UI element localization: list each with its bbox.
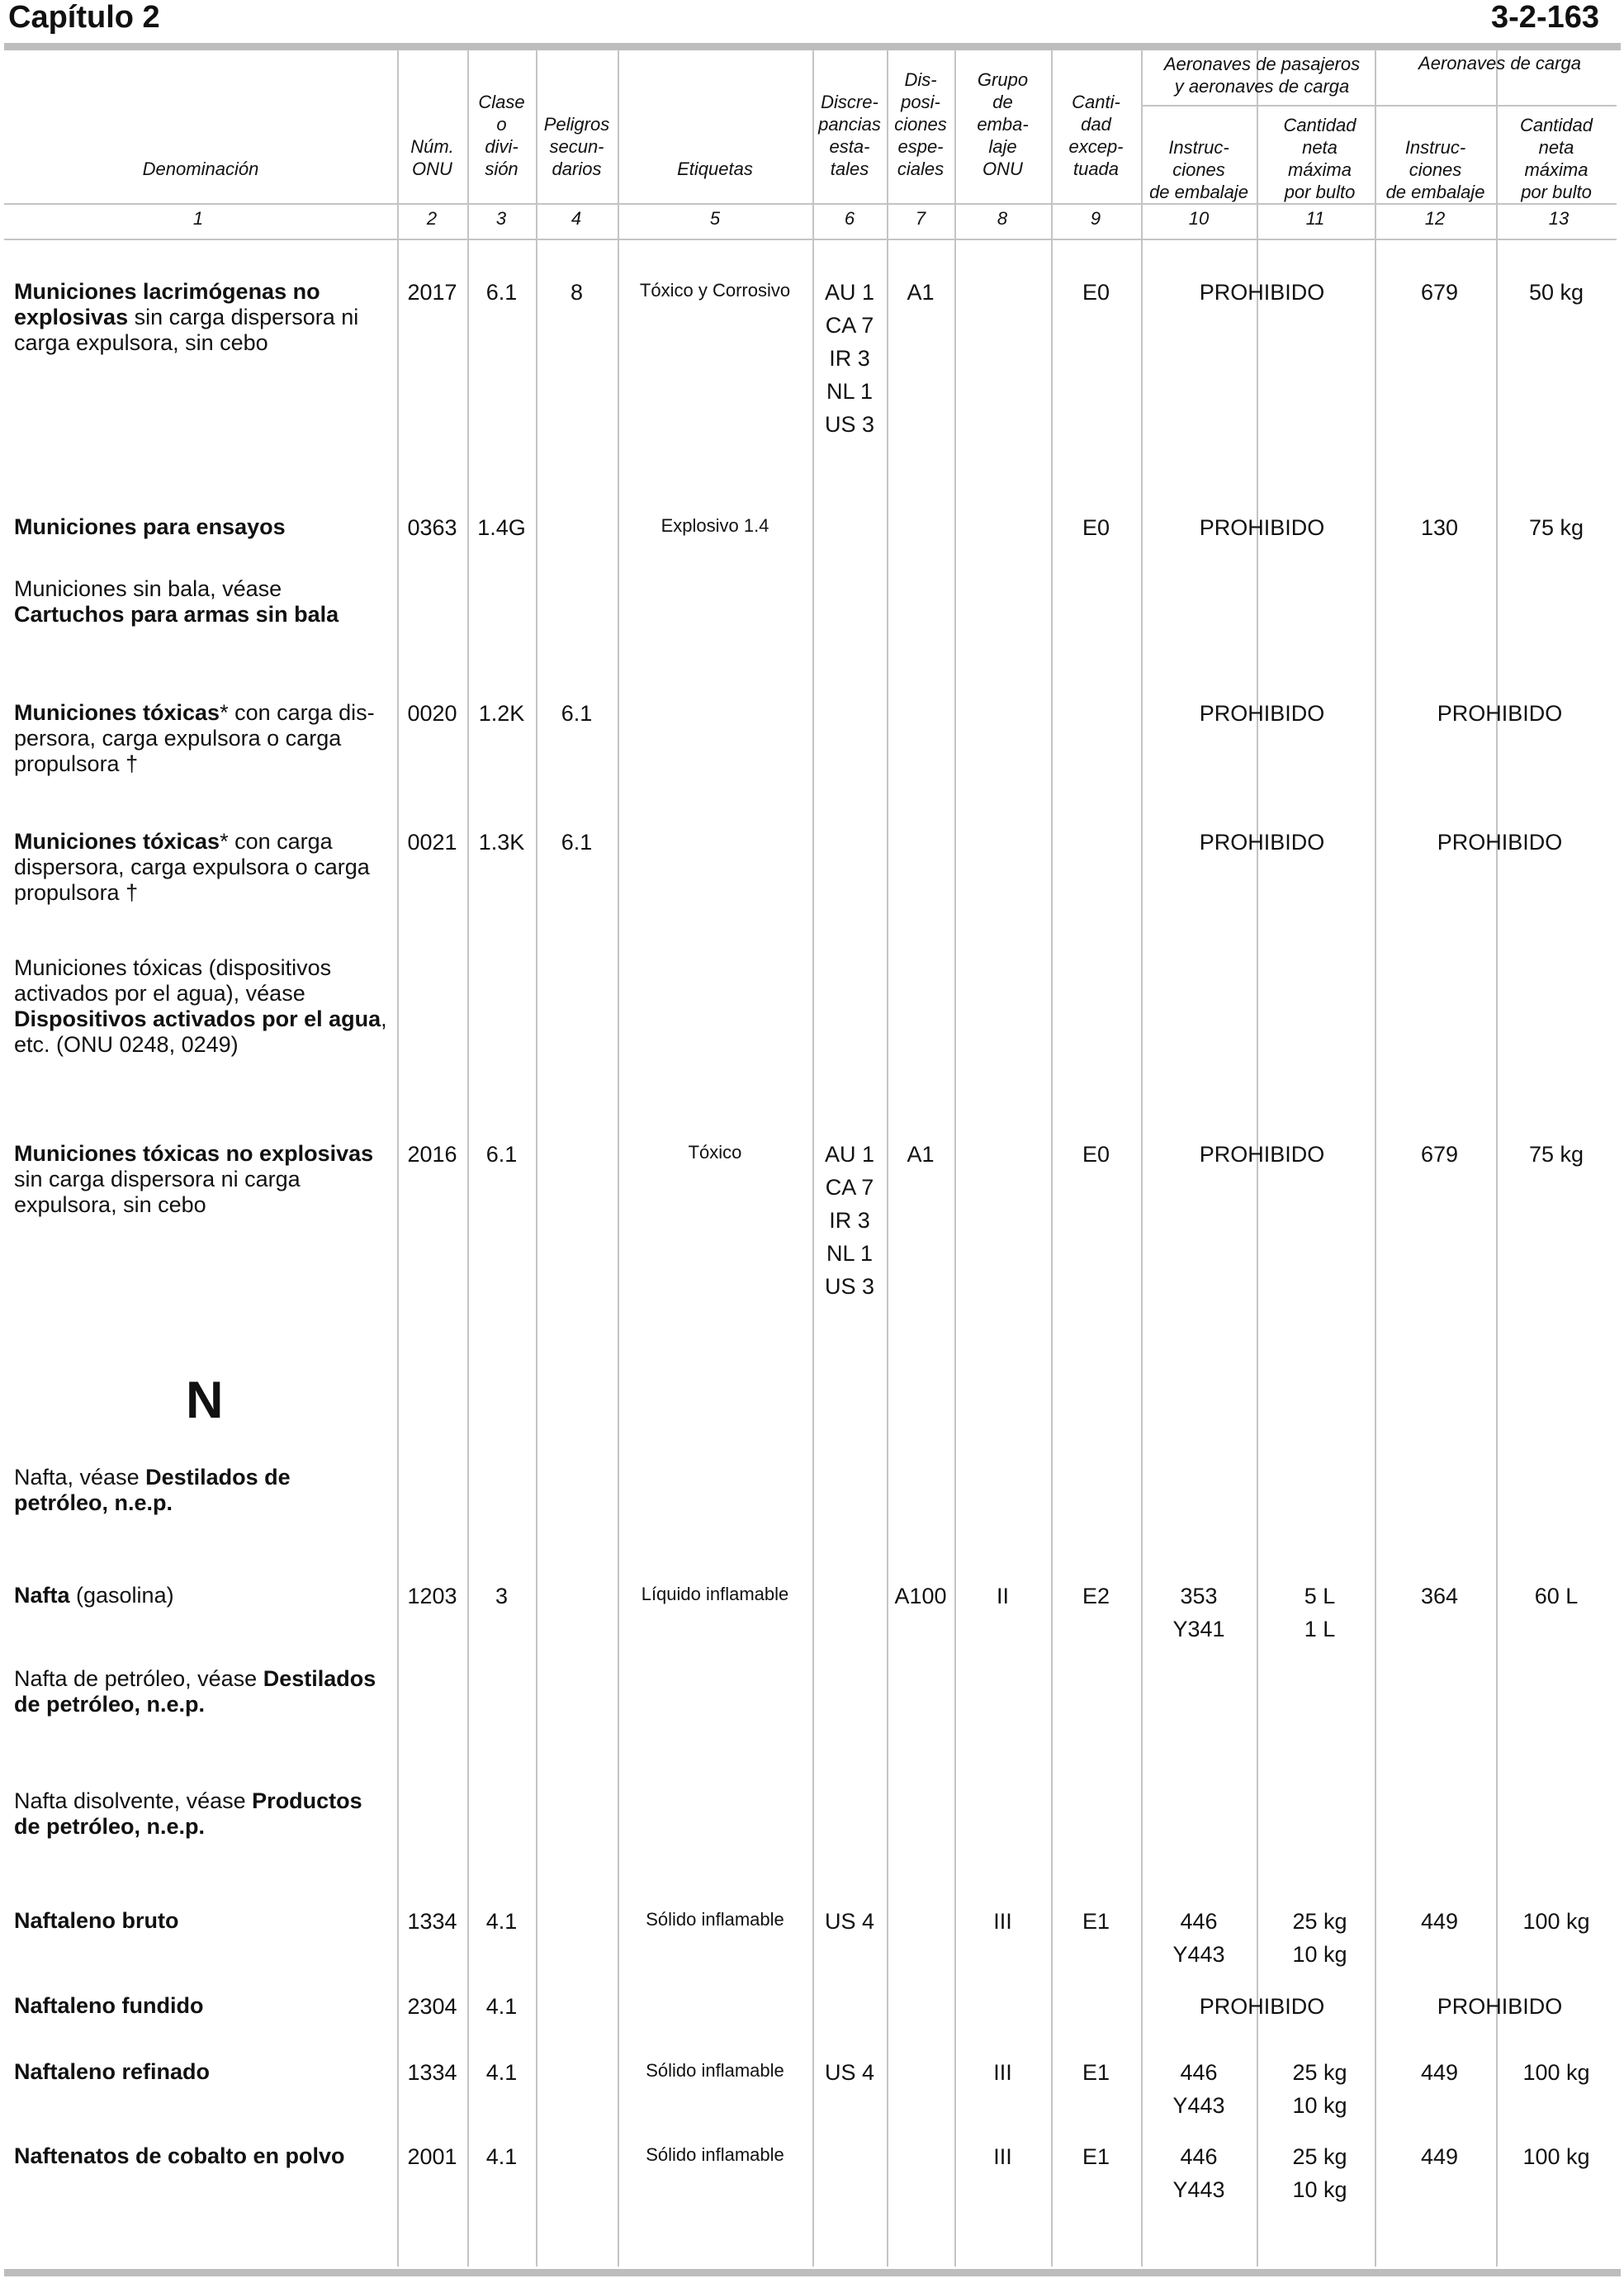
row-name-bold: Destilados de petróleo, n.e.p. [14,1666,376,1717]
pax-forbidden: PROHIBIDO [1199,1994,1325,2019]
un-number: 2304 [407,1994,457,2019]
subsidiary-hazard: 6.1 [561,830,593,855]
class-division: 4.1 [485,2144,518,2169]
header-col12: Instruc- ciones de embalaje [1385,137,1485,202]
pax-packing-instruction: 446 Y443 [1172,1909,1225,1967]
cargo-packing-instruction: 679 [1420,1142,1459,1167]
row-name: Municiones lacrimógenas no explosivas sin carga dispersora ni carga expulsora, sin cebo [14,279,359,355]
cargo-packing-instruction: 679 [1420,280,1459,305]
row-name-bold: Municiones tóxicas [14,700,220,725]
state-variations: US 4 [824,1909,875,1934]
row-name-bold: Dispositivos activados por el agua [14,1007,381,1031]
excepted-quantity: E1 [1082,2060,1110,2085]
pax-forbidden: PROHIBIDO [1199,1142,1325,1167]
header-group_pax: Aeronaves de pasajeros y aeronaves de carga [1163,54,1361,97]
pax-forbidden: PROHIBIDO [1199,830,1325,855]
colnum-divider [4,239,1617,240]
header-col11: Cantidad neta máxima por bulto [1283,115,1356,202]
header-group_cargo: Aeronaves de carga [1418,53,1581,73]
class-division: 4.1 [485,2060,518,2085]
column-number: 11 [1305,208,1325,229]
group-divider [1141,105,1617,107]
row-name-bold: Productos de petróleo, n.e.p. [14,1788,362,1839]
special-provisions: A1 [907,1142,935,1167]
label: Explosivo 1.4 [660,515,769,536]
column-number: 4 [571,208,582,229]
chapter-title: Capítulo 2 [8,0,160,35]
row-name: Municiones tóxicas (dispositivos activados por el agua), véase Dispositivos activados por el agua, etc. (ONU 0248, 0249) [14,955,387,1057]
row-name [14,2143,390,2169]
row-name: Municiones tóxicas* con carga dispersora, carga expulsora o carga propulsora † [14,829,370,905]
row-name-bold: Destilados de petróleo, n.e.p. [14,1465,291,1515]
label: Tóxico y Corrosivo [639,280,791,301]
special-provisions: A1 [907,280,935,305]
cargo-max-quantity: 50 kg [1528,280,1584,305]
label: Sólido inflamable [646,2060,784,2081]
header-col4: Peligros secun- darios [543,114,610,179]
state-variations: AU 1 CA 7 IR 3 NL 1 US 3 [824,1142,875,1299]
pax-packing-instruction: 446 Y443 [1172,2060,1225,2118]
packing-group: III [993,1909,1012,1934]
cargo-forbidden: PROHIBIDO [1437,1994,1563,2019]
packing-group: III [993,2060,1012,2085]
class-division: 6.1 [485,1142,518,1167]
header-col5: Etiquetas [677,159,753,179]
class-division: 4.1 [485,1994,518,2019]
cargo-packing-instruction: 364 [1420,1584,1459,1608]
column-number: 8 [997,208,1008,229]
row-name [14,2059,390,2085]
excepted-quantity: E0 [1082,280,1110,305]
row-name-bold: Naftaleno fundido [14,1993,204,2018]
row-name: Municiones sin bala, véase Cartuchos para armas sin bala [14,576,339,627]
subsidiary-hazard: 6.1 [561,701,593,726]
un-number: 2001 [407,2144,457,2169]
cargo-packing-instruction: 449 [1420,1909,1459,1934]
state-variations: US 4 [824,2060,875,2085]
row-name [14,1993,390,2019]
header-col9: Canti- dad excep- tuada [1068,92,1124,179]
class-division: 3 [495,1584,509,1608]
state-variations: AU 1 CA 7 IR 3 NL 1 US 3 [824,280,875,437]
class-division: 1.3K [478,830,525,855]
header-col8: Grupo de emba- laje ONU [977,69,1029,179]
header-divider [4,203,1617,205]
label: Sólido inflamable [646,1909,784,1930]
class-division: 4.1 [485,1909,518,1934]
pax-packing-instruction: 353 Y341 [1172,1584,1225,1641]
cargo-max-quantity: 60 L [1534,1584,1579,1608]
pax-max-quantity: 5 L 1 L [1304,1584,1336,1641]
row-name: Nafta, véase Destilados de petróleo, n.e.p. [14,1465,291,1515]
column-number: 3 [495,208,507,229]
un-number: 2017 [407,280,457,305]
class-division: 1.4G [477,515,526,540]
row-name [14,1908,390,1934]
column-number: 1 [192,208,204,229]
label: Sólido inflamable [646,2144,784,2165]
row-name: Municiones tóxicas no explosivas sin carga dispersora ni carga expulsora, sin cebo [14,1141,374,1217]
cargo-packing-instruction: 449 [1420,2060,1459,2085]
pax-max-quantity: 25 kg 10 kg [1292,2060,1347,2118]
row-name-bold: Naftaleno bruto [14,1908,179,1933]
cargo-forbidden: PROHIBIDO [1437,830,1563,855]
page-number: 3-2-163 [1491,0,1599,35]
un-number: 1334 [407,1909,457,1934]
pax-packing-instruction: 446 Y443 [1172,2144,1225,2202]
pax-max-quantity: 25 kg 10 kg [1292,2144,1347,2202]
un-number: 0363 [407,515,457,540]
row-name: Municiones tóxicas* con carga dis-persora, carga expulsora o carga propulsora † [14,700,375,776]
section-letter: N [186,1371,224,1429]
column-number: 2 [426,208,438,229]
column-number: 10 [1188,208,1210,229]
pax-forbidden: PROHIBIDO [1199,280,1325,305]
column-number: 13 [1548,208,1570,229]
cargo-forbidden: PROHIBIDO [1437,701,1563,726]
cargo-packing-instruction: 130 [1420,515,1459,540]
header-col13: Cantidad neta máxima por bulto [1519,115,1593,202]
excepted-quantity: E1 [1082,2144,1110,2169]
row-name [14,514,390,540]
packing-group: II [996,1584,1009,1608]
subsidiary-hazard: 8 [570,280,584,305]
excepted-quantity: E0 [1082,1142,1110,1167]
column-number: 5 [709,208,721,229]
excepted-quantity: E2 [1082,1584,1110,1608]
row-name-bold: Nafta [14,1583,70,1608]
column-number: 9 [1090,208,1101,229]
cargo-max-quantity: 100 kg [1522,2144,1590,2169]
cargo-max-quantity: 75 kg [1528,1142,1584,1167]
column-number: 6 [844,208,855,229]
row-name-bold: Municiones para ensayos [14,514,286,539]
header-col6: Discre- pancias esta- tales [818,92,881,179]
row-name: Nafta de petróleo, véase Destilados de petróleo, n.e.p. [14,1666,376,1717]
un-number: 0020 [407,701,457,726]
column-number: 12 [1424,208,1446,229]
header-col1: Denominación [142,159,259,179]
un-number: 2016 [407,1142,457,1167]
label: Líquido inflamable [641,1584,789,1604]
header-col2: Núm. ONU [410,136,454,179]
row-name-bold: Naftenatos de cobalto en polvo [14,2143,345,2168]
packing-group: III [993,2144,1012,2169]
row-name-bold: Municiones lacrimógenas no explosivas [14,279,320,329]
header-col3: Clase o divi- sión [478,92,525,179]
un-number: 0021 [407,830,457,855]
pax-forbidden: PROHIBIDO [1199,701,1325,726]
cargo-max-quantity: 100 kg [1522,2060,1590,2085]
row-name-bold: Municiones tóxicas no explosivas [14,1141,374,1166]
special-provisions: A100 [894,1584,947,1608]
cargo-max-quantity: 100 kg [1522,1909,1590,1934]
label: Tóxico [688,1142,742,1163]
excepted-quantity: E0 [1082,515,1110,540]
header-col10: Instruc- ciones de embalaje [1149,137,1248,202]
excepted-quantity: E1 [1082,1909,1110,1934]
cargo-max-quantity: 75 kg [1528,515,1584,540]
row-name-bold: Naftaleno refinado [14,2059,211,2084]
row-name-bold: Cartuchos para armas sin bala [14,602,339,627]
pax-forbidden: PROHIBIDO [1199,515,1325,540]
un-number: 1334 [407,2060,457,2085]
cargo-packing-instruction: 449 [1420,2144,1459,2169]
column-number: 7 [915,208,926,229]
bottom-rule [4,2269,1621,2276]
column-divider [536,50,537,2266]
un-number: 1203 [407,1584,457,1608]
row-name: Nafta disolvente, véase Productos de petróleo, n.e.p. [14,1788,362,1839]
class-division: 6.1 [485,280,518,305]
row-name: Nafta (gasolina) [14,1583,174,1608]
row-name-bold: Municiones tóxicas [14,829,220,854]
header-col7: Dis- posi- ciones espe- ciales [894,69,947,179]
class-division: 1.2K [478,701,525,726]
pax-max-quantity: 25 kg 10 kg [1292,1909,1347,1967]
